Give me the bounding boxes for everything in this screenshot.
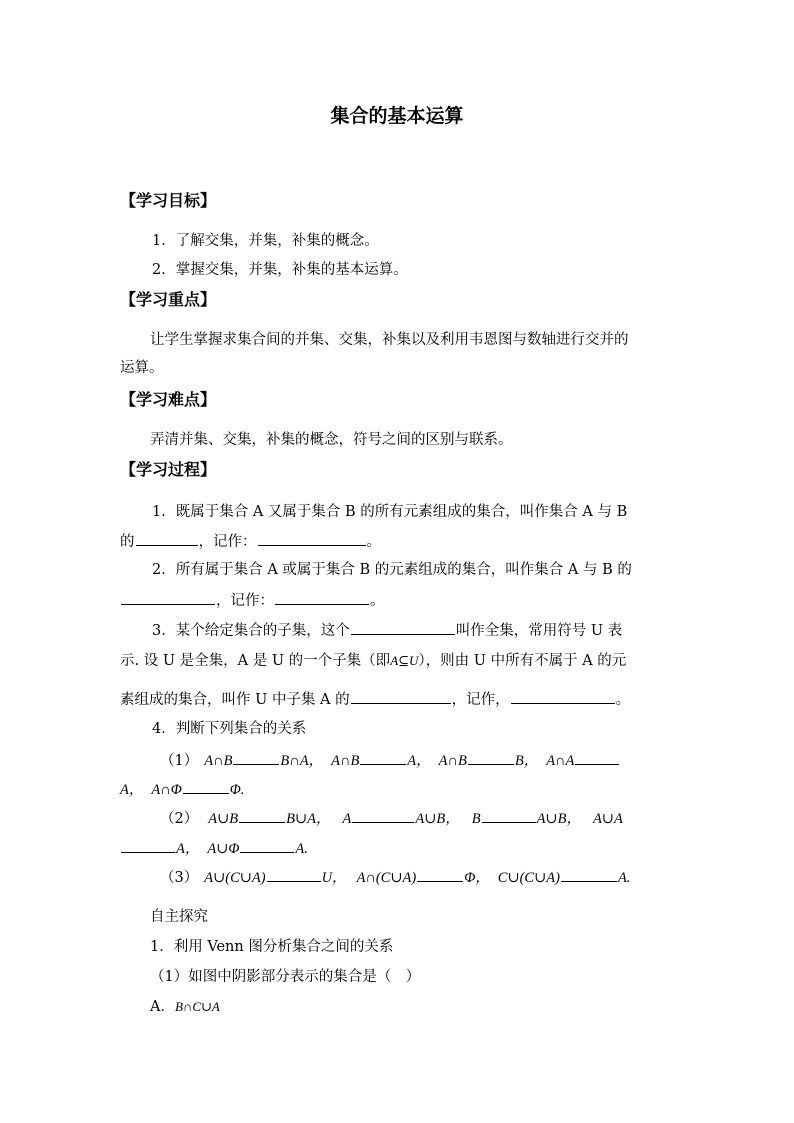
q4-r2b-expr-2: A∪Φ	[207, 841, 240, 857]
q4-r3-blank-2	[417, 867, 463, 882]
q3-line2-b: ），则由 U 中所有不属于 A 的元	[418, 653, 627, 669]
q4-r1b-expr-2: A∩Φ	[151, 782, 182, 798]
q1-text-c: 。	[366, 534, 381, 550]
q4-r2-label: （2）	[160, 811, 199, 827]
q4-r3-expr-5: C∪(C∪A)	[497, 870, 560, 886]
goals-heading: 【学习目标】	[120, 191, 217, 210]
q4-r2-expr-5: B	[471, 811, 481, 827]
q2-line1: 2．所有属于集合 A 或属于集合 B 的元素组成的集合，叫作集合 A 与 B 的	[152, 562, 632, 578]
q3-text-a: 3．某个给定集合的子集，这个	[152, 623, 350, 639]
q4-r2-expr-2: B∪A，	[286, 811, 331, 827]
q4-r2-expr-6: A∪B，	[536, 811, 581, 827]
q4-r1-blank-1	[233, 750, 279, 765]
q1-line1: 1．既属于集合 A 又属于集合 B 的所有元素组成的集合，叫作集合 A 与 B	[152, 504, 628, 520]
q4-r1-expr-3: A∩B	[331, 753, 360, 769]
explore-option-a	[150, 997, 220, 1017]
q3-line3	[120, 689, 630, 710]
q4-r3-label: （3）	[160, 870, 199, 886]
q2-text-c: 。	[370, 593, 385, 609]
q4-r2b-blank-0	[121, 838, 175, 853]
q4-r2-blank-1	[239, 808, 285, 823]
q4-r2-expr-4: A∪B，	[415, 811, 460, 827]
q4-r1-blank-4	[575, 750, 619, 765]
q4-row1b	[120, 779, 244, 800]
option-a-math: B∩C∪A	[174, 999, 220, 1014]
option-a-label: A．	[150, 999, 175, 1015]
q4-r1-expr-2: B∩A，	[280, 753, 324, 769]
keypoints-text-line1: 让学生掌握求集合间的并集、交集，补集以及利用韦恩图与数轴进行交并的	[150, 332, 629, 348]
q4-r3-expr-4: Φ，	[464, 870, 490, 886]
q4-r1b-expr-3: Φ.	[229, 782, 245, 798]
q4-r1-expr-5: A∩B	[438, 753, 467, 769]
q4-r1-blank-2	[360, 750, 406, 765]
q4-r2b-blank-1	[240, 838, 294, 853]
page-title: 集合的基本运算	[330, 105, 464, 127]
q4-r1-expr-4: A，	[407, 753, 431, 769]
q4-r1b-expr-1: A，	[120, 782, 144, 798]
q4-r3-expr-1: A∪(C∪A)	[204, 870, 266, 886]
q3-blank-universal	[351, 620, 455, 635]
q4-r2-expr-7: A∪A	[592, 811, 623, 827]
q4-r3-expr-6: A.	[617, 870, 631, 886]
explore-line1: 1．利用 Venn 图分析集合之间的关系	[150, 939, 394, 955]
q4-row2b	[120, 838, 308, 859]
q4-r2b-expr-3: A.	[295, 841, 308, 857]
q3-blank-notation	[511, 689, 615, 704]
q4-r2-expr-1: A∪B	[208, 811, 239, 827]
q3-blank-complement	[351, 689, 451, 704]
q2-blank-notation	[275, 590, 369, 605]
q3-line3-c: 。	[615, 692, 631, 708]
q4-r1-expr-1: A∩B	[204, 753, 233, 769]
q4-r1-expr-7: A∩A	[546, 753, 575, 769]
difficulties-heading: 【学习难点】	[120, 390, 217, 409]
explore-heading: 自主探究	[150, 909, 208, 925]
q1-line2	[120, 531, 381, 552]
q1-blank-name	[136, 531, 198, 546]
q3-subset-math: A⊆U	[390, 653, 419, 668]
q1-blank-notation	[258, 531, 366, 546]
explore-line2: （1）如图中阴影部分表示的集合是（ ）	[150, 969, 421, 985]
q4-r3-blank-3	[561, 867, 617, 882]
q4-row1	[160, 750, 620, 771]
q3-text-b: 叫作全集，常用符号 U 表	[455, 623, 623, 639]
difficulties-text: 弄清并集、交集，补集的概念，符号之间的区别与联系。	[150, 432, 513, 448]
q4-row2	[160, 808, 623, 829]
q4-r1-label: （1）	[160, 753, 199, 769]
q3-line1	[152, 620, 622, 641]
q4-row3	[160, 867, 630, 888]
q4-r2-expr-3: A	[342, 811, 352, 827]
q1-text-b: ，记作：	[198, 534, 257, 550]
keypoints-heading: 【学习重点】	[120, 290, 217, 309]
q4-r3-expr-3: A∩(C∪A)	[356, 870, 417, 886]
q4-r1b-blank-1	[183, 779, 229, 794]
q4-r2b-expr-1: A，	[176, 841, 200, 857]
q2-blank-name	[121, 590, 215, 605]
q1-text-a: 的	[120, 534, 135, 550]
goal-item-1: 1．了解交集，并集，补集的概念。	[152, 233, 379, 249]
q4-r2-blank-3	[482, 808, 536, 823]
q3-line2-a: 示. 设 U 是全集，A 是 U 的一个子集（即	[120, 653, 391, 669]
process-heading: 【学习过程】	[120, 460, 217, 479]
q3-line2	[120, 651, 626, 671]
q4-r2-blank-2	[352, 808, 414, 823]
keypoints-text-line2: 运算。	[120, 360, 164, 376]
q4-r1-blank-3	[468, 750, 514, 765]
q4-r3-blank-1	[267, 867, 321, 882]
q2-text-b: ，记作：	[216, 593, 274, 609]
q4-r1-expr-6: B，	[514, 753, 539, 769]
goal-item-2: 2．掌握交集，并集，补集的基本运算。	[152, 262, 408, 278]
q3-line3-b: ，记作，	[451, 692, 510, 708]
q2-line2	[120, 590, 385, 611]
q4-line1: 4．判断下列集合的关系	[152, 721, 307, 737]
q4-r3-expr-2: U，	[321, 870, 347, 886]
q3-line3-a: 素组成的集合，叫作 U 中子集 A 的	[120, 692, 350, 708]
